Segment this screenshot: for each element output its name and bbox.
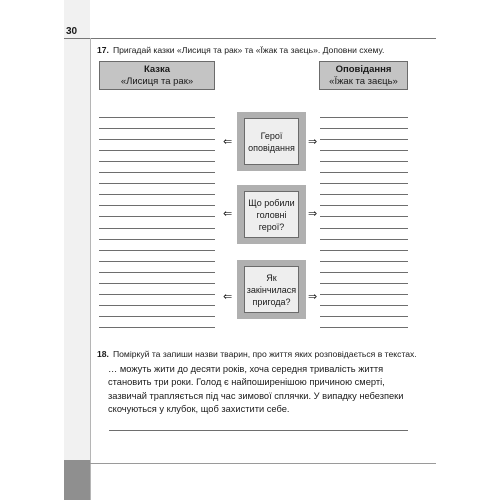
writing-line[interactable] [99,272,215,273]
writing-line[interactable] [99,117,215,118]
writing-line[interactable] [320,250,408,251]
task-18-text: … можуть жити до десяти років, хоча середня тривалість життя становить три роки. Голод є найпоширенішою причиною смерті, зазвичай трапляється під час зимової сплячки. У випадку небезпеки скочуються у клубок, щоб захистити себе. [108,364,404,414]
writing-line[interactable] [99,183,215,184]
margin-rule [90,38,91,500]
writing-line[interactable] [99,228,215,229]
writing-line[interactable] [320,150,408,151]
story-box-right-title: Оповідання [335,64,392,75]
writing-line[interactable] [320,261,408,262]
arrow-right-icon: ⇒ [308,208,318,220]
writing-line[interactable] [320,294,408,295]
writing-line[interactable] [320,283,408,284]
writing-line[interactable] [320,172,408,173]
writing-line[interactable] [320,316,408,317]
writing-line[interactable] [99,194,215,195]
tale-box-left-title: Казка [143,64,171,75]
task-17-heading [97,45,384,55]
scheme-box-ending [237,260,306,319]
writing-line[interactable] [320,239,408,240]
writing-line[interactable] [99,239,215,240]
arrow-right-icon: ⇒ [308,136,318,148]
page-number: 30 [66,26,78,37]
writing-line[interactable] [99,172,215,173]
writing-line[interactable] [99,316,215,317]
writing-line[interactable] [320,205,408,206]
writing-line[interactable] [99,216,215,217]
writing-line[interactable] [99,205,215,206]
task-18-instruction: Поміркуй та запиши назви тварин, про життя яких розповідається в текстах. [112,349,417,359]
writing-line[interactable] [320,228,408,229]
scheme-box-heroes-label: Герої оповідання [244,118,299,165]
header-rule [64,38,436,39]
footer-rule [90,463,436,464]
writing-line[interactable] [99,283,215,284]
task-18-number: 18. [97,349,109,359]
arrow-right-icon: ⇒ [308,291,318,303]
writing-line[interactable] [99,305,215,306]
writing-line[interactable] [320,194,408,195]
arrow-left-icon: ⇐ [223,136,233,148]
task-17-instruction: Пригадай казки «Лисиця та рак» та «Їжак та заєць». Доповни схему. [112,45,385,55]
tale-box-left-subtitle: «Лисиця та рак» [120,76,194,87]
arrow-left-icon: ⇐ [223,208,233,220]
scheme-box-actions-label: Що робили головні герої? [244,191,299,238]
writing-line[interactable] [320,183,408,184]
tale-box-left [99,61,215,90]
writing-line[interactable] [99,294,215,295]
writing-line[interactable] [320,305,408,306]
writing-line[interactable] [99,161,215,162]
answer-line[interactable] [109,430,408,431]
story-box-right [319,61,408,90]
writing-line[interactable] [99,139,215,140]
writing-line[interactable] [320,272,408,273]
writing-line[interactable] [320,117,408,118]
task-18-heading [97,349,417,359]
scheme-box-heroes [237,112,306,171]
writing-line[interactable] [99,261,215,262]
writing-line[interactable] [99,150,215,151]
writing-line[interactable] [99,327,215,328]
scheme-box-ending-label: Як закінчилася пригода? [244,266,299,313]
task-17-number: 17. [97,45,109,55]
writing-line[interactable] [320,128,408,129]
writing-line[interactable] [320,161,408,162]
story-box-right-subtitle: «Їжак та заєць» [329,76,398,87]
writing-line[interactable] [320,139,408,140]
writing-line[interactable] [320,327,408,328]
writing-line[interactable] [99,250,215,251]
scheme-box-actions [237,185,306,244]
margin-footer-block [64,460,90,500]
writing-line[interactable] [99,128,215,129]
writing-line[interactable] [320,216,408,217]
page-margin-band [64,0,90,500]
arrow-left-icon: ⇐ [223,291,233,303]
